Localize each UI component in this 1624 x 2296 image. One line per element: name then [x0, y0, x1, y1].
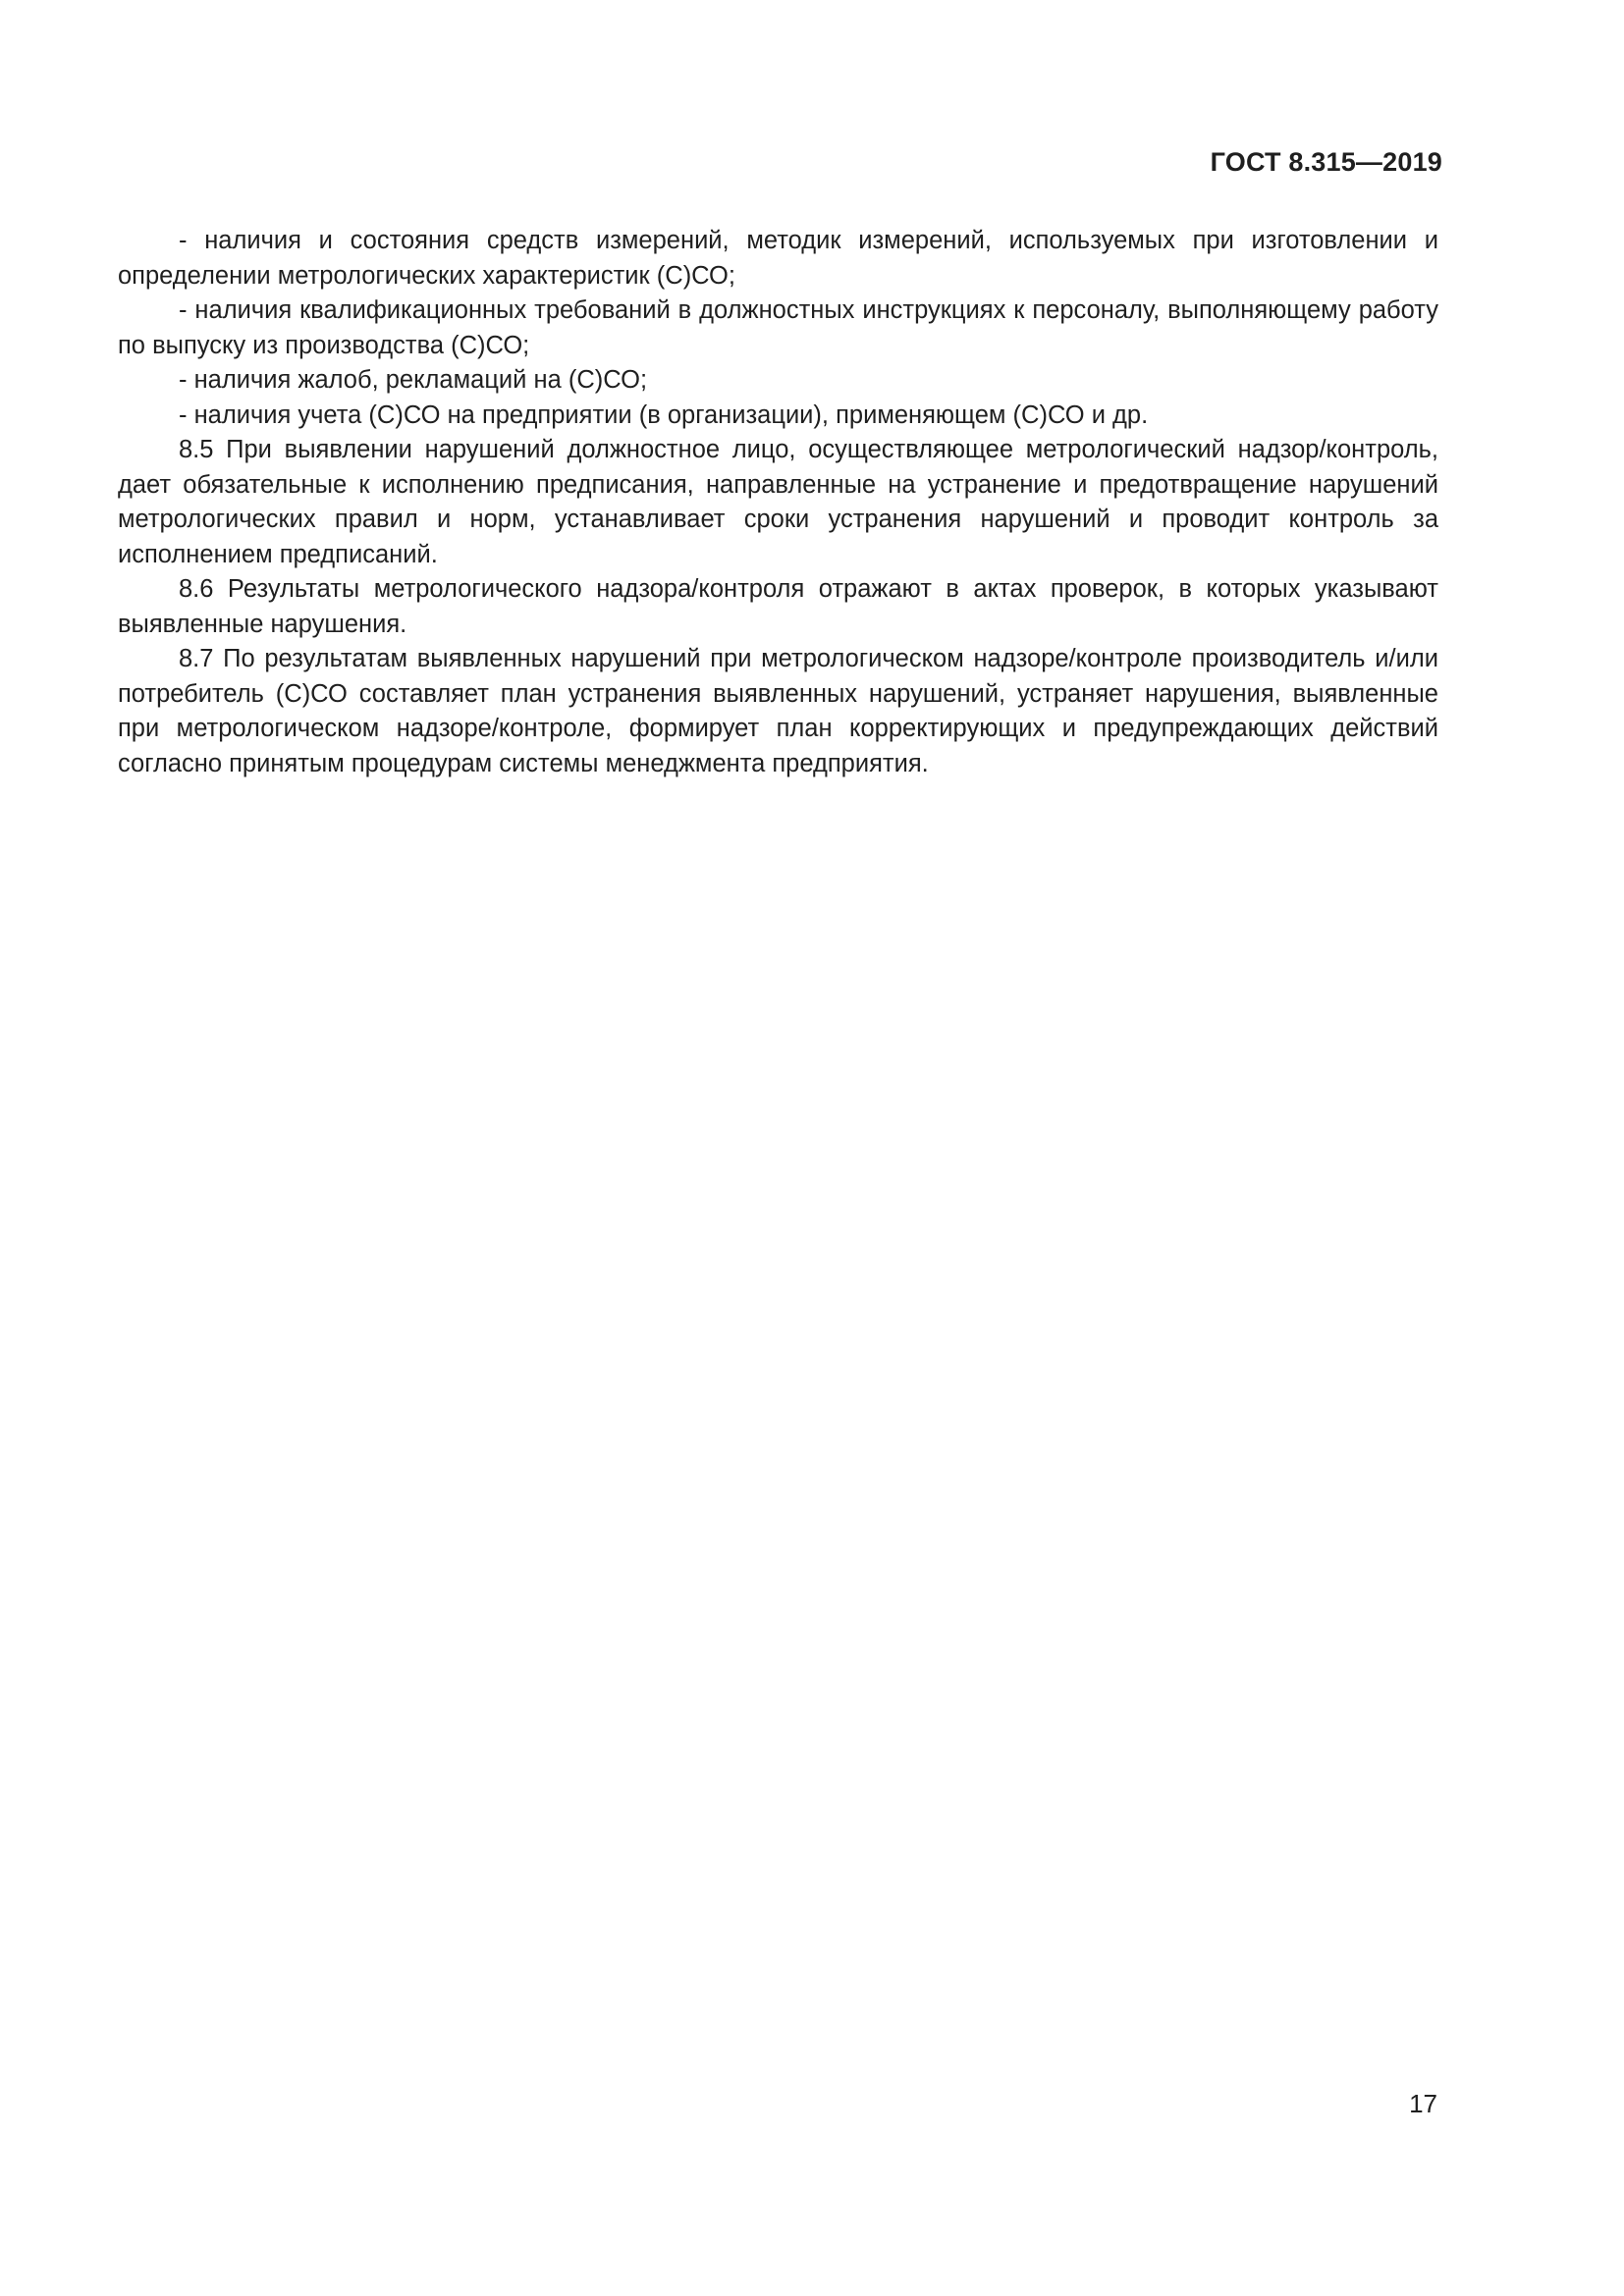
- list-item-complaints: - наличия жалоб, рекламаций на (С)СО;: [179, 366, 648, 394]
- clause-8-5: 8.5 При выявлении нарушений должностное лицо, осуществляющее метрологический надзор/контроль, дает обязательные к исполнению предписания, направленные на устранение и предотвращение нарушений метрологических правил и норм, устанавливает сроки устранения нарушений и проводит контроль за исполнением предписаний.: [118, 436, 1438, 568]
- document-body: [118, 224, 1438, 781]
- document-standard-id: ГОСТ 8.315—2019: [1210, 147, 1442, 177]
- clause-8-7: 8.7 По результатам выявленных нарушений при метрологическом надзоре/контроле производитель и/или потребитель (С)СО составляет план устранения выявленных нарушений, устраняет нарушения, выявленные при метрологическом надзоре/контроле, формирует план корректирующих и предупреждающих действий согласно принятым процедурам системы менеджмента предприятия.: [118, 645, 1438, 777]
- list-item-accounting: - наличия учета (С)СО на предприятии (в организации), применяющем (С)СО и др.: [179, 400, 1149, 429]
- page-number: 17: [1409, 2089, 1437, 2118]
- clause-8-6: 8.6 Результаты метрологического надзора/контроля отражают в актах проверок, в которых указывают выявленные нарушения.: [118, 575, 1438, 638]
- list-item-measuring-instruments: - наличия и состояния средств измерений, методик измерений, используемых при изготовлении и определении метрологических характеристик (С)СО;: [118, 227, 1438, 290]
- list-item-qualification-requirements: - наличия квалификационных требований в должностных инструкциях к персоналу, выполняющему работу по выпуску из производства (С)СО;: [118, 296, 1438, 359]
